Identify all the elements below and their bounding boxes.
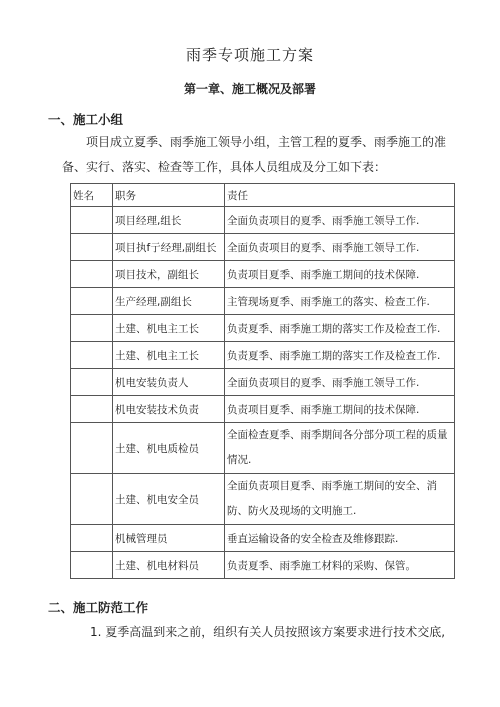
cell-role: 土建、机电主工长 <box>113 342 225 369</box>
cell-duty: 全面检查夏季、雨季期间各分部分项工程的质量情况. <box>225 423 455 474</box>
chapter-title: 第一章、施工概况及部署 <box>183 82 316 96</box>
table-row <box>71 369 455 396</box>
cell-duty: 负责项目夏季、雨季施工期间的技术保障. <box>225 261 455 288</box>
staff-table-body <box>71 207 455 579</box>
cell-role: 土建、机电安全员 <box>113 474 225 525</box>
cell-name <box>71 369 113 396</box>
cell-name <box>71 288 113 315</box>
table-row <box>71 207 455 234</box>
cell-duty: 全面负责项目夏季、雨季施工期间的安全、消防、防火及现场的文明施工. <box>225 474 455 525</box>
cell-duty: 负责夏季、雨季施工期的落实工作及检查工作. <box>225 342 455 369</box>
table-row <box>71 288 455 315</box>
table-row <box>71 474 455 525</box>
cell-role: 机电安装技术负责 <box>113 396 225 423</box>
cell-name <box>71 234 113 261</box>
cell-role: 土建、机电主工长 <box>113 315 225 342</box>
section-heading-prevention: 二、施工防范工作 <box>48 600 149 615</box>
cell-role: 土建、机电材料员 <box>113 552 225 579</box>
cell-name <box>71 396 113 423</box>
cell-duty: 负责夏季、雨季施工期的落实工作及检查工作. <box>225 315 455 342</box>
cell-role: 土建、机电质检员 <box>113 423 225 474</box>
cell-name <box>71 474 113 525</box>
cell-name <box>71 423 113 474</box>
cell-duty: 垂直运输设备的安全检查及维修跟踪. <box>225 525 455 552</box>
table-header-row <box>71 184 455 207</box>
table-row <box>71 342 455 369</box>
staff-table <box>70 183 455 579</box>
table-row <box>71 315 455 342</box>
cell-duty: 负责夏季、雨季施工材料的采购、保管。 <box>225 552 455 579</box>
document-title: 雨季专项施工方案 <box>185 46 314 64</box>
cell-name <box>71 342 113 369</box>
table-row <box>71 396 455 423</box>
cell-role: 项目经理,组长 <box>113 207 225 234</box>
team-paragraph: 项目成立夏季、雨季施工领导小组，主管工程的夏季、雨季施工的准备、实行、落实、检查等工作，具体人员组成及分工如下表： <box>62 135 447 174</box>
table-row <box>71 261 455 288</box>
table-row <box>71 525 455 552</box>
cell-role: 生产经理,副组长 <box>113 288 225 315</box>
cell-role: 项目技术，副组长 <box>113 261 225 288</box>
cell-duty: 负责项目夏季、雨季施工期间的技术保障. <box>225 396 455 423</box>
header-role: 职务 <box>113 184 225 207</box>
cell-name <box>71 207 113 234</box>
cell-name <box>71 261 113 288</box>
table-row <box>71 423 455 474</box>
cell-duty: 全面负责项目的夏季、雨季施工领导工作. <box>225 207 455 234</box>
table-row <box>71 552 455 579</box>
table-row <box>71 234 455 261</box>
header-duty: 责任 <box>225 184 455 207</box>
cell-duty: 主管现场夏季、雨季施工的落实、检查工作. <box>225 288 455 315</box>
header-name: 姓名 <box>71 184 113 207</box>
section-heading-team: 一、施工小组 <box>48 112 124 127</box>
cell-role: 机械管理员 <box>113 525 225 552</box>
prevention-item-1: 1. 夏季高温到来之前，组织有关人员按照该方案要求进行技术交底, <box>90 625 446 639</box>
cell-role: 项目执f亍经理,副组长 <box>113 234 225 261</box>
cell-name <box>71 315 113 342</box>
cell-duty: 全面负责项目的夏季、雨季施工领导工作. <box>225 234 455 261</box>
cell-name <box>71 552 113 579</box>
cell-role: 机电安装负责人 <box>113 369 225 396</box>
cell-name <box>71 525 113 552</box>
cell-duty: 全面负责项目的夏季、雨季施工领导工作. <box>225 369 455 396</box>
